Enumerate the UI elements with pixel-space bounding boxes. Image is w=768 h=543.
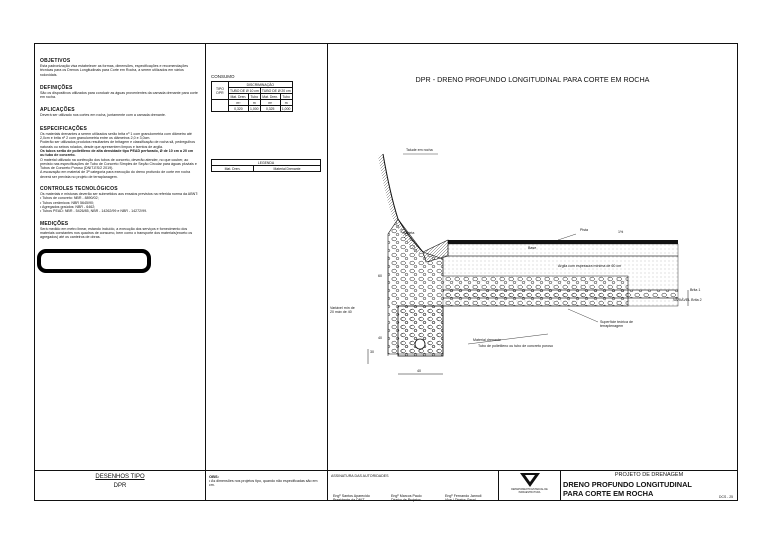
- especificacoes-text-2: Poderão ser utilizados produtos resultantes de britagem e classificação de rocha sã, pedregulhos naturais ou seixos rolados, desde que apresentem limpos e isentos de argila.: [40, 140, 196, 149]
- label-superficie: Superfície teórica de terraplenagem: [600, 320, 633, 328]
- footer-logo: [502, 472, 557, 494]
- footer-desenhos: [40, 474, 200, 489]
- tubo20-header: TUBO DE Ø 20 cm: [261, 88, 291, 93]
- footer-signatures: [331, 474, 496, 503]
- label-base: Base: [528, 246, 537, 250]
- unit-cell: m: [280, 100, 292, 106]
- footer-obs: [209, 474, 324, 488]
- label-brita1: Brita 1: [690, 288, 701, 292]
- especificacoes-highlight: Os tubos serão de polietileno de alta densidade tipo PEAD perfurado, Ø de 10 cm a 20 cm ou tubo de concreto.: [40, 148, 194, 158]
- obs-title: OBS:: [209, 474, 219, 479]
- dim-bottom: 40: [417, 369, 421, 373]
- drawing-title-1: DRENO PROFUNDO LONGITUDINAL: [563, 480, 692, 489]
- definicoes-text: São os dispositivos utilizados para conduzir as águas provenientes da camada drenante para corte em rocha.: [40, 90, 198, 100]
- drain-pipe: [415, 339, 425, 349]
- consumo-table: [211, 81, 293, 112]
- consumo-title: CONSUMO: [211, 74, 235, 79]
- left-text-column: [40, 58, 198, 239]
- objetivos-text: Esta padronização visa estabelecer as formas, dimensões, especificações e recomendações técnicas para os Drenos Longitudinais para Corte em Rocha, a serem utilizados em vários rodovidais.: [40, 64, 189, 77]
- label-variavel: Variável mín de 20 máx de 40: [330, 306, 355, 314]
- label-sarjeta: Sarjeta: [403, 231, 415, 235]
- dim-30: 30: [370, 350, 374, 354]
- label-argila: Argila com espessura mínima de 60 cm: [558, 264, 622, 268]
- tubo10-header: TUBO DE Ø 10 cm: [230, 88, 259, 93]
- org-name: DEPARTAMENTO ESTADUAL DE INFRAESTRUTURA: [511, 488, 548, 494]
- signature-1: Engº Santos Aparecido Presidente da DNIT: [333, 494, 370, 503]
- definicoes-title: DEFINIÇÕES: [40, 84, 73, 91]
- value-cell: 1,000: [250, 106, 259, 111]
- pavement-layer: [448, 240, 678, 244]
- signature-3: Engº Fernando Jannoli Vice / Diretor Geral: [445, 494, 482, 503]
- legenda-value: Material Drenante: [254, 166, 321, 172]
- controles-text: Os materiais e misturas deverão ser submetidos aos ensaios previstos na referida norma da ABNT:: [40, 192, 198, 197]
- value-cell: 0,325: [260, 106, 280, 112]
- consumo-section: [211, 74, 293, 112]
- dim-40: 40: [378, 336, 382, 340]
- value-cell: 1,000: [281, 106, 291, 111]
- clay-layer: [443, 256, 678, 290]
- controles-item: • Tubos PEAD: NBR - 5426/85, NBR - 14262/99 e NBR - 14272/99.: [40, 209, 148, 214]
- aplicacoes-text: Deverá ser utilizado nos cortes em rocha, juntamente com a camada drenante.: [40, 113, 166, 118]
- especificacoes-text-4: A escavação em material de 3ª categoria para execução do dreno profundo de corte em rocha deverá ser prevista no projeto de terraplanagem.: [40, 170, 191, 179]
- footer-title-block: [563, 472, 735, 498]
- col-mat-dren: Mat. Dren.: [230, 94, 247, 99]
- value-cell: 0,320: [229, 106, 249, 112]
- tipo-cell: TIPO DPR: [212, 82, 229, 100]
- highlight-annotation: [37, 249, 151, 273]
- label-pista: Pista: [580, 228, 588, 232]
- base-layer: [448, 244, 678, 256]
- brita2-layer: [443, 298, 678, 306]
- especificacoes-title: ESPECIFICAÇÕES: [40, 125, 87, 132]
- col-mat-dren: Mat. Dren.: [262, 94, 279, 99]
- divider-left: [205, 44, 206, 500]
- projeto-drenagem: PROJETO DE DRENAGEM: [614, 472, 684, 478]
- legenda-table: [211, 159, 321, 172]
- controles-title: CONTROLES TECNOLÓGICOS: [40, 186, 118, 193]
- organization-logo: [519, 472, 541, 488]
- assinatura-title: ASSINATURA DAS AUTORIDADES: [331, 474, 389, 478]
- legenda-section: [211, 159, 321, 172]
- label-tubo: Tubo de polietileno ou tubo de concreto poroso: [478, 344, 553, 348]
- legenda-key: Mat. Dren.: [212, 166, 254, 172]
- unit-cell: m³: [229, 100, 249, 106]
- objetivos-title: OBJETIVOS: [40, 58, 71, 64]
- footer-divider: [35, 470, 737, 471]
- dim-60: 60: [378, 274, 382, 278]
- desenhos-tipo: DESENHOS TIPO: [95, 474, 145, 480]
- controles-item: • Tubos de concreto: NBR - 8890/02;: [40, 196, 99, 201]
- section-drawing: [328, 44, 737, 470]
- label-talude: Talude em rocha: [406, 148, 433, 152]
- col-tubo: Tubo: [280, 94, 292, 100]
- label-slope: 1%: [618, 230, 624, 234]
- medicoes-text: Será medido em metro linear, estando incluído, a execução dos serviços e fornecimento dos materiais constantes nos quadros de consumo, bem como o transporte dos materiais(exceto os agregados) até os canteiros de obras.: [40, 226, 193, 240]
- controles-item: • Tubos cerâmicos: NBR 5645/90;: [40, 200, 94, 205]
- unit-cell: m³: [260, 100, 280, 106]
- drawing-title: DPR - DRENO PROFUNDO LONGITUDINAL PARA CORTE EM ROCHA: [415, 75, 650, 84]
- drawing-area: [328, 44, 737, 470]
- discriminacao-header: DISCRIMINAÇÃO: [229, 82, 293, 88]
- label-material-drenante: Material drenante: [473, 338, 501, 342]
- brita1-layer: [443, 290, 678, 298]
- label-brita2: VARIÁVEL Brita 2: [673, 298, 702, 302]
- controles-item: • Agregados graúdos: NBR - 6462;: [40, 204, 96, 209]
- desenhos-dpr: DPR: [113, 483, 127, 489]
- drawing-title-2: PARA CORTE EM ROCHA: [563, 489, 654, 498]
- signature-2: Engº Marcos Paulo Diretor de Projetos: [391, 494, 422, 503]
- drawing-code: DCS - 25: [719, 495, 733, 499]
- especificacoes-text-1: Os materiais drenantes a serem utilizados serão brita nº 1 com granulometria com diâmetro até 2,0cm e brita nº 2 com granulometria entre os diâmetros 2,0 e 3,0cm.: [40, 131, 192, 141]
- col-tubo: Tubo: [248, 94, 260, 100]
- medicoes-title: MEDIÇÕES: [40, 220, 69, 227]
- aplicacoes-title: APLICAÇÕES: [40, 107, 75, 114]
- unit-cell: m: [248, 100, 260, 106]
- especificacoes-text-3: O material utilizado na confecção dos tubos de concreto, deverão atender, no que couber, ao previsto nas especificações de Tubo de Concreto Simples de Seção Circular para águas pluviais e Tubos de Concreto Poroso (DNIT-ES/2 2019).: [40, 157, 197, 171]
- obs-text: • As dimensões nos projetos tipo, quando não especificadas são em cm.: [209, 479, 318, 488]
- legenda-title: LEGENDA: [212, 160, 321, 166]
